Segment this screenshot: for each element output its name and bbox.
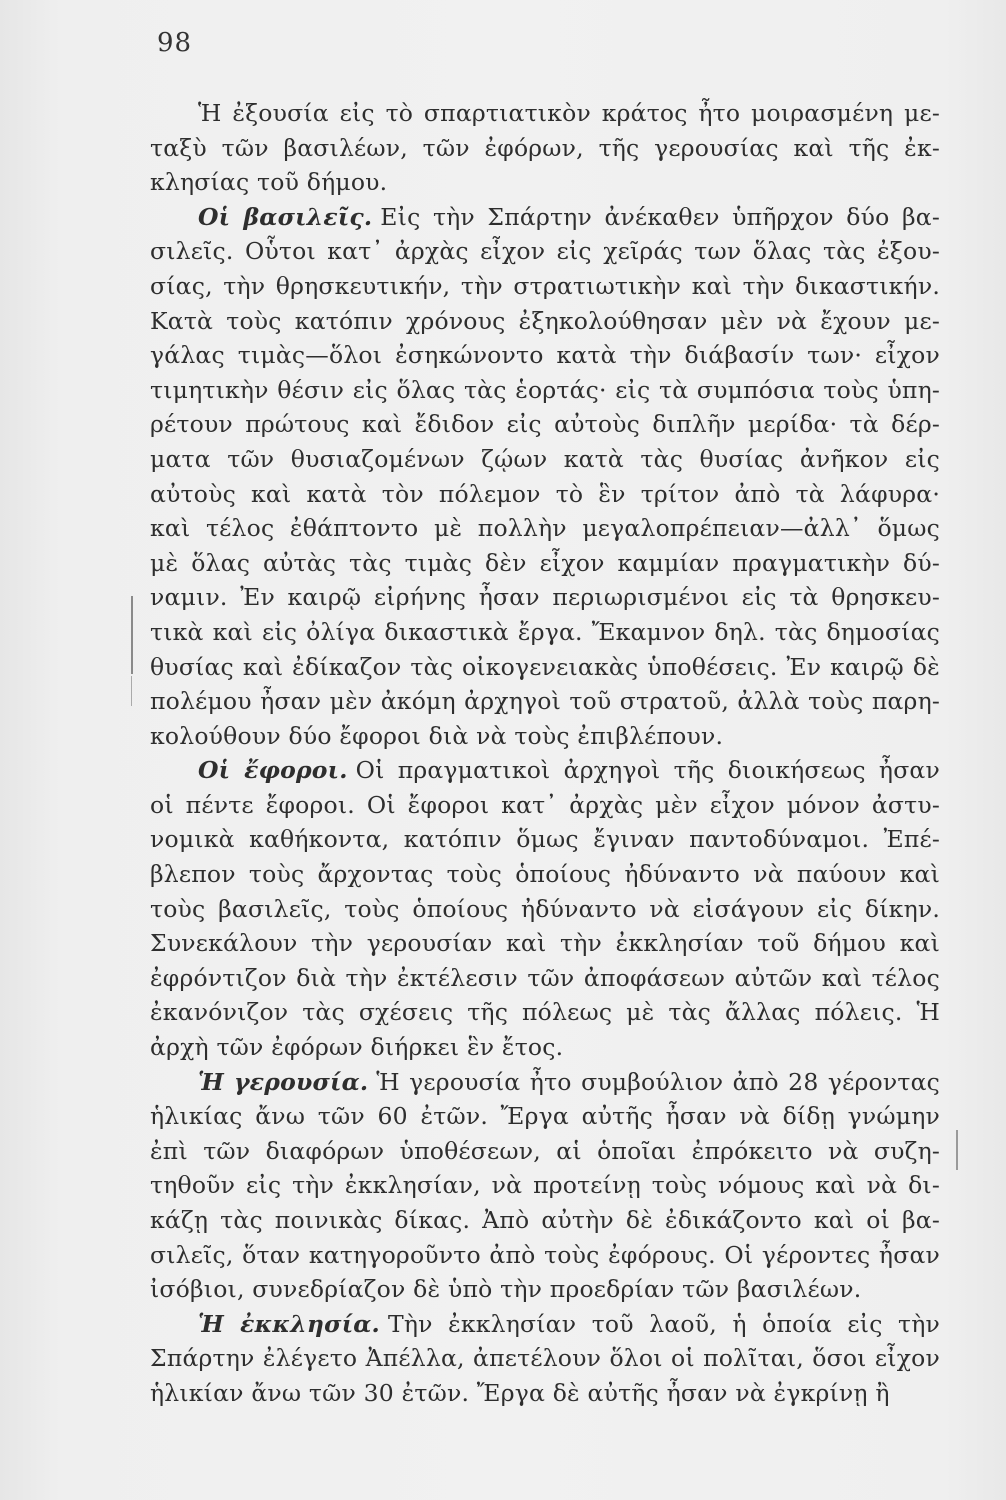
text-line [150,234,940,269]
text-line [150,1341,940,1376]
text-line [150,165,940,200]
text-line [150,995,940,1030]
text-line [150,546,940,581]
line-text: νομικὰ καθήκοντα, κατόπιν ὅμως ἔγιναν παντοδύναμοι. Ἐπέ- [150,825,940,854]
line-text: Τὴν ἐκκλησίαν τοῦ λαοῦ, ἡ ὁποία εἰς τὴν [387,1309,941,1338]
section-heading: Οἱ βασιλεῖς. [198,202,373,231]
margin-pencil-mark [131,596,133,674]
line-text: αὐτοὺς καὶ κατὰ τὸν πόλεμον τὸ ἓν τρίτον ἀπὸ τὰ λάφυρα· [150,479,940,508]
line-text: ἰσόβιοι, συνεδρίαζον δὲ ὑπὸ τὴν προεδρίαν τῶν βασιλέων. [150,1275,862,1304]
page-number: 98 [157,28,193,58]
line-text: τικὰ καὶ εἰς ὀλίγα δικαστικὰ ἔργα. Ἔκαμνον δηλ. τὰς δημοσίας [150,617,940,646]
text-line [150,304,940,339]
line-text: ναμιν. Ἐν καιρῷ εἰρήνης ἦσαν περιωρισμένοι εἰς τὰ θρησκευ- [150,583,940,612]
line-text: γάλας τιμὰς—ὅλοι ἐσηκώνοντο κατὰ τὴν διάβασίν των· εἶχον [150,341,940,370]
text-line [150,1134,940,1169]
text-line [150,857,940,892]
line-text: θυσίας καὶ ἐδίκαζον τὰς οἰκογενειακὰς ὑποθέσεις. Ἐν καιρῷ δὲ [150,652,940,681]
line-text: καὶ τέλος ἐθάπτοντο μὲ πολλὴν μεγαλοπρέπειαν—ἀλλ᾽ ὅμως [150,514,940,543]
text-line [150,1168,940,1203]
text-line [150,1272,940,1307]
line-text: ρέτουν πρώτους καὶ ἔδιδον εἰς αὐτοὺς διπλῆν μερίδα· τὰ δέρ- [150,410,940,439]
line-text: Οἱ πραγματικοὶ ἀρχηγοὶ τῆς διοικήσεως ἦσαν [355,756,940,785]
line-text: Ἡ γερουσία ἦτο συμβούλιον ἀπὸ 28 γέροντας [376,1067,941,1096]
line-text: πολέμου ἦσαν μὲν ἀκόμη ἀρχηγοὶ τοῦ στρατοῦ, ἀλλὰ τοὺς παρη- [150,687,940,716]
text-line [150,961,940,996]
text-line [150,1307,940,1342]
line-text: Σπάρτην ἐλέγετο Ἀπέλλα, ἀπετέλουν ὅλοι οἱ πολῖται, ὅσοι εἶχον [150,1344,940,1373]
text-line [150,650,940,685]
line-text: κάζῃ τὰς ποινικὰς δίκας. Ἀπὸ αὐτὴν δὲ ἐδικάζοντο καὶ οἱ βα- [150,1206,940,1234]
line-text: κολούθουν δύο ἔφοροι διὰ νὰ τοὺς ἐπιβλέπουν. [150,721,724,750]
line-text: βλεπον τοὺς ἄρχοντας τοὺς ὁποίους ἠδύναντο νὰ παύουν καὶ [150,860,940,889]
text-line [150,684,940,719]
text-line [150,1376,940,1411]
text-line [150,892,940,927]
text-line [150,269,940,304]
line-text: Κατὰ τοὺς κατόπιν χρόνους ἐξηκολούθησαν μὲν νὰ ἔχουν με- [150,306,940,335]
section-heading: Οἱ ἔφοροι. [198,756,348,785]
line-text: ἐκανόνιζον τὰς σχέσεις τῆς πόλεως μὲ τὰς ἄλλας πόλεις. Ἡ [150,998,940,1027]
line-text: σιλεῖς. Οὗτοι κατ᾽ ἀρχὰς εἶχον εἰς χεῖράς των ὅλας τὰς ἐξου- [150,237,940,266]
right-margin-pencil-mark [956,1130,958,1170]
line-text: Εἰς τὴν Σπάρτην ἀνέκαθεν ὑπῆρχον δύο βα- [380,202,940,231]
line-text: ἐπὶ τῶν διαφόρων ὑποθέσεων, αἱ ὁποῖαι ἐπρόκειτο νὰ συζη- [150,1136,940,1165]
line-text: ταξὺ τῶν βασιλέων, τῶν ἐφόρων, τῆς γερουσίας καὶ τῆς ἐκ- [150,133,940,162]
text-line [150,407,940,442]
text-line [150,477,940,512]
line-text: σίας, τὴν θρησκευτικήν, τὴν στρατιωτικὴν καὶ τὴν δικαστικήν. [150,271,940,300]
text-line [150,96,940,131]
text-line [150,580,940,615]
text-line [150,1238,940,1273]
text-line [150,1030,940,1065]
line-text: ἀρχὴ τῶν ἐφόρων διήρκει ἓν ἔτος. [150,1033,564,1062]
text-line [150,1065,940,1100]
line-text: οἱ πέντε ἔφοροι. Οἱ ἔφοροι κατ᾽ ἀρχὰς μὲν εἶχον μόνον ἀστυ- [150,790,940,819]
text-line [150,442,940,477]
text-line [150,926,940,961]
section-heading: Ἡ γερουσία. [198,1067,369,1096]
line-text: Συνεκάλουν τὴν γερουσίαν καὶ τὴν ἐκκλησίαν τοῦ δήμου καὶ [150,929,940,958]
text-line [150,822,940,857]
line-text: μὲ ὅλας αὐτὰς τὰς τιμὰς δὲν εἶχον καμμίαν πραγματικὴν δύ- [150,548,940,577]
text-line [150,1203,940,1238]
line-text: σιλεῖς, ὅταν κατηγοροῦντο ἀπὸ τοὺς ἐφόρους. Οἱ γέροντες ἦσαν [150,1240,940,1269]
section-heading: Ἡ ἐκκλησία. [198,1309,380,1338]
text-line [150,1099,940,1134]
line-text: ματα τῶν θυσιαζομένων ζῴων κατὰ τὰς θυσίας ἀνῆκον εἰς [150,444,940,473]
text-line [150,719,940,754]
text-line [150,131,940,166]
text-line [150,615,940,650]
line-text: κλησίας τοῦ δήμου. [150,168,388,197]
body-text [150,96,940,1411]
text-line [150,788,940,823]
text-line [150,511,940,546]
line-text: τιμητικὴν θέσιν εἰς ὅλας τὰς ἑορτάς· εἰς τὰ συμπόσια τοὺς ὑπη- [150,375,940,404]
line-text: Ἡ ἐξουσία εἰς τὸ σπαρτιατικὸν κράτος ἦτο μοιρασμένη με- [198,99,940,127]
text-line [150,200,940,235]
line-text: τοὺς βασιλεῖς, τοὺς ὁποίους ἠδύναντο νὰ εἰσάγουν εἰς δίκην. [150,894,940,923]
margin-pencil-mark-lower [131,676,132,706]
text-line [150,753,940,788]
line-text: ἡλικίας ἄνω τῶν 60 ἐτῶν. Ἔργα αὐτῆς ἦσαν νὰ δίδῃ γνώμην [150,1102,940,1131]
line-text: ἐφρόντιζον διὰ τὴν ἐκτέλεσιν τῶν ἀποφάσεων αὐτῶν καὶ τέλος [150,963,940,992]
text-line [150,338,940,373]
line-text: τηθοῦν εἰς τὴν ἐκκλησίαν, νὰ προτείνῃ τοὺς νόμους καὶ νὰ δι- [150,1171,940,1200]
text-line [150,373,940,408]
line-text: ἡλικίαν ἄνω τῶν 30 ἐτῶν. Ἔργα δὲ αὐτῆς ἦσαν νὰ ἐγκρίνῃ ἢ [150,1378,890,1407]
